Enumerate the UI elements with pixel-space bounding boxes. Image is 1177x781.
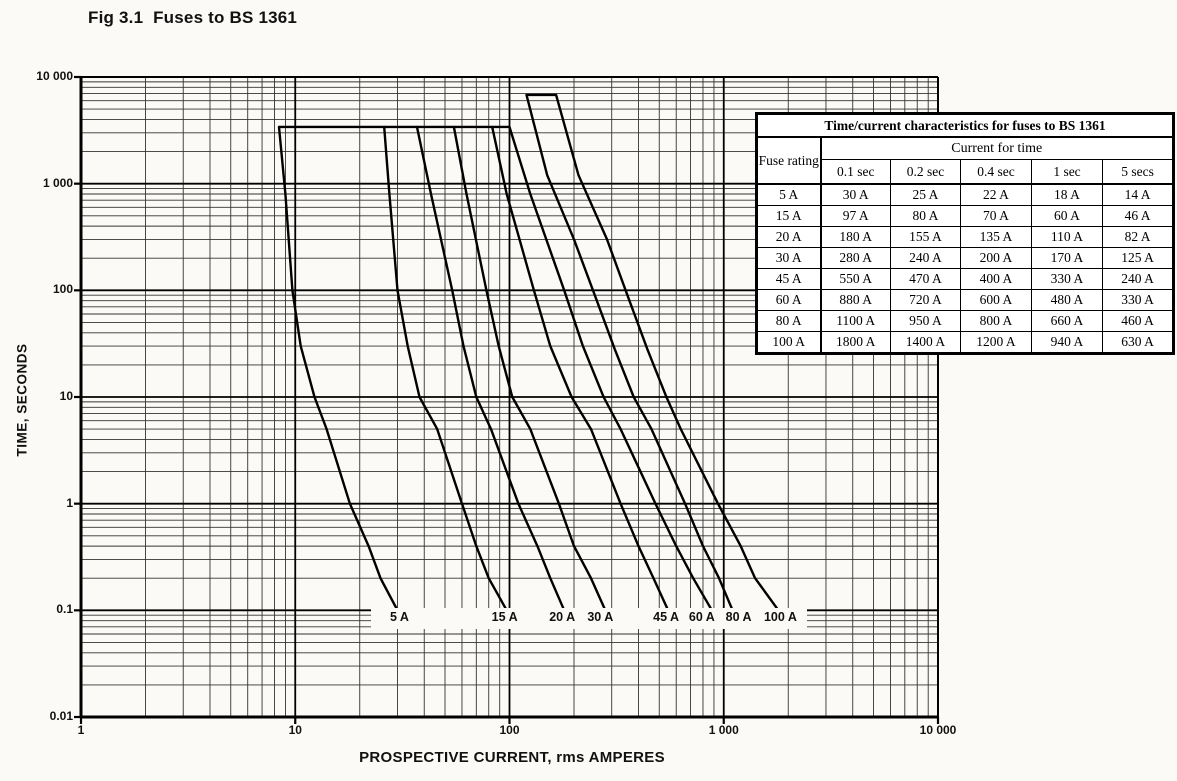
current-value-cell: 46 A bbox=[1103, 206, 1174, 227]
current-value-cell: 135 A bbox=[961, 227, 1032, 248]
curve-100-a bbox=[556, 95, 778, 610]
current-value-cell: 550 A bbox=[821, 269, 891, 290]
current-value-cell: 1100 A bbox=[821, 311, 891, 332]
fuse-rating-cell: 60 A bbox=[757, 290, 821, 311]
y-tick-label: 0.01 bbox=[49, 709, 73, 723]
current-for-time-header: Current for time bbox=[821, 137, 1174, 160]
current-value-cell: 1800 A bbox=[821, 332, 891, 354]
current-value-cell: 330 A bbox=[1103, 290, 1174, 311]
table-row bbox=[757, 311, 1174, 332]
y-tick-label: 0.1 bbox=[56, 602, 73, 617]
current-value-cell: 330 A bbox=[1032, 269, 1103, 290]
fuse-rating-header: Fuse rating bbox=[757, 137, 821, 184]
current-value-cell: 97 A bbox=[821, 206, 891, 227]
curve-5-a bbox=[279, 127, 398, 610]
x-tick-label: 10 bbox=[288, 723, 302, 737]
table-row bbox=[757, 184, 1174, 206]
y-tick-label: 1 000 bbox=[42, 175, 73, 190]
fuse-rating-cell: 80 A bbox=[757, 311, 821, 332]
current-value-cell: 1200 A bbox=[961, 332, 1032, 354]
current-value-cell: 125 A bbox=[1103, 248, 1174, 269]
current-value-cell: 155 A bbox=[891, 227, 961, 248]
current-value-cell: 180 A bbox=[821, 227, 891, 248]
table-row bbox=[757, 248, 1174, 269]
current-value-cell: 940 A bbox=[1032, 332, 1103, 354]
current-value-cell: 240 A bbox=[891, 248, 961, 269]
current-value-cell: 1400 A bbox=[891, 332, 961, 354]
y-tick-label: 10 000 bbox=[36, 69, 73, 83]
current-value-cell: 460 A bbox=[1103, 311, 1174, 332]
current-value-cell: 14 A bbox=[1103, 184, 1174, 206]
figure-title: Fig 3.1 Fuses to BS 1361 bbox=[88, 8, 298, 27]
current-value-cell: 60 A bbox=[1032, 206, 1103, 227]
fuse-rating-cell: 100 A bbox=[757, 332, 821, 354]
x-axis-title: PROSPECTIVE CURRENT, rms AMPERES bbox=[359, 749, 665, 766]
current-value-cell: 480 A bbox=[1032, 290, 1103, 311]
table-row bbox=[757, 332, 1174, 354]
current-value-cell: 18 A bbox=[1032, 184, 1103, 206]
time-header-1s: 1 sec bbox=[1032, 160, 1103, 185]
table-row bbox=[757, 290, 1174, 311]
current-value-cell: 600 A bbox=[961, 290, 1032, 311]
current-value-cell: 720 A bbox=[891, 290, 961, 311]
x-tick-label: 10 000 bbox=[919, 723, 957, 737]
curve-label-5-a: 5 A bbox=[389, 610, 409, 624]
table-body bbox=[757, 184, 1174, 354]
curve-45-a bbox=[492, 127, 668, 610]
curve-80-a bbox=[527, 95, 733, 610]
curve-label-60-a: 60 A bbox=[688, 610, 715, 624]
x-tick-label: 1 bbox=[77, 723, 85, 737]
current-value-cell: 22 A bbox=[961, 184, 1032, 206]
fuse-rating-cell: 45 A bbox=[757, 269, 821, 290]
current-value-cell: 80 A bbox=[891, 206, 961, 227]
current-value-cell: 110 A bbox=[1032, 227, 1103, 248]
current-value-cell: 630 A bbox=[1103, 332, 1174, 354]
x-tick-label: 1 000 bbox=[708, 723, 739, 737]
current-value-cell: 25 A bbox=[891, 184, 961, 206]
y-tick-label: 10 bbox=[59, 389, 73, 403]
fuse-curves bbox=[279, 95, 778, 610]
current-value-cell: 70 A bbox=[961, 206, 1032, 227]
table-row bbox=[757, 227, 1174, 248]
fuse-rating-cell: 5 A bbox=[757, 184, 821, 206]
y-axis-title: TIME, SECONDS bbox=[14, 343, 30, 457]
current-value-cell: 800 A bbox=[961, 311, 1032, 332]
x-tick-label: 100 bbox=[499, 723, 520, 737]
current-value-cell: 240 A bbox=[1103, 269, 1174, 290]
curve-label-80-a: 80 A bbox=[725, 610, 752, 624]
current-value-cell: 200 A bbox=[961, 248, 1032, 269]
current-value-cell: 660 A bbox=[1032, 311, 1103, 332]
time-header-0-4s: 0.4 sec bbox=[961, 160, 1032, 185]
fuse-rating-cell: 30 A bbox=[757, 248, 821, 269]
curve-label-45-a: 45 A bbox=[653, 610, 680, 624]
table-row bbox=[757, 206, 1174, 227]
current-value-cell: 880 A bbox=[821, 290, 891, 311]
curve-label-15-a: 15 A bbox=[491, 610, 518, 624]
curve-label-20-a: 20 A bbox=[549, 610, 576, 624]
y-tick-label: 1 bbox=[66, 495, 73, 510]
current-value-cell: 82 A bbox=[1103, 227, 1174, 248]
current-value-cell: 470 A bbox=[891, 269, 961, 290]
current-value-cell: 280 A bbox=[821, 248, 891, 269]
table-title: Time/current characteristics for fuses to BS 1361 bbox=[757, 114, 1174, 138]
time-header-0-2s: 0.2 sec bbox=[891, 160, 961, 185]
current-value-cell: 30 A bbox=[821, 184, 891, 206]
fuse-rating-cell: 15 A bbox=[757, 206, 821, 227]
current-value-cell: 170 A bbox=[1032, 248, 1103, 269]
time-header-0-1s: 0.1 sec bbox=[821, 160, 891, 185]
fuse-rating-cell: 20 A bbox=[757, 227, 821, 248]
curve-20-a bbox=[417, 127, 564, 610]
time-header-5s: 5 secs bbox=[1103, 160, 1174, 185]
y-tick-label: 100 bbox=[52, 282, 73, 297]
curve-60-a bbox=[510, 127, 712, 610]
current-value-cell: 950 A bbox=[891, 311, 961, 332]
curve-label-30-a: 30 A bbox=[587, 610, 614, 624]
curve-label-100-a: 100 A bbox=[763, 610, 797, 624]
current-value-cell: 400 A bbox=[961, 269, 1032, 290]
time-current-table bbox=[755, 112, 1175, 355]
table-row bbox=[757, 269, 1174, 290]
